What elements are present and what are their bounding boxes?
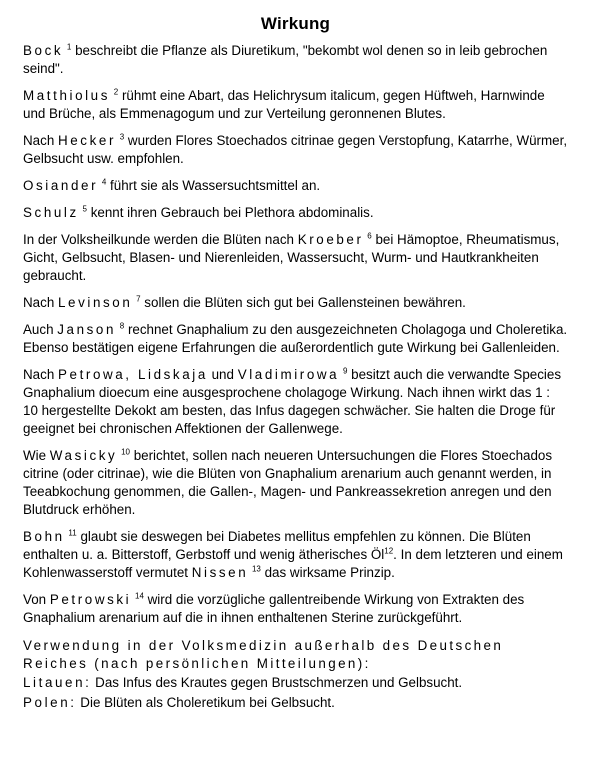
author-name: Bock [23,43,64,58]
paragraph-levinson: Nach Levinson $^7$ sollen die Blüten sich gut bei Gallensteinen bewähren. [23,294,466,310]
paragraph-schulz: Schulz $^5$ kennt ihren Gebrauch bei Plethora abdominalis. [23,204,374,220]
footnote-ref: 6 [367,231,372,241]
author-name: Janson [57,322,117,337]
page-title: Wirkung [260,14,331,33]
paragraph-matthiolus: Matthiolus $^2$ rühmt eine Abart, das Helichrysum italicum, gegen Hüftweh, Harnwinde und Brüche, als Emmenagogum und zur Verteilung geronnenen Blutes. [23,87,545,121]
region-name: Litauen: [23,675,92,690]
author-name: Osiander [23,178,99,193]
author-name: Schulz [23,205,79,220]
author-name: Petrowa, Lidskaja [57,367,208,382]
paragraph-kroeber: In der Volksheilkunde werden die Blüten nach Kroeber $^6$ bei Hämoptoe, Rheumatismus, Gicht, Gelbsucht, Blasen- und Nierenleiden, Wassersucht, Wurm- und Hautkrankheiten gebraucht. [23,231,560,283]
paragraph-osiander: Osiander $^4$ führt sie als Wassersuchtsmittel an. [23,177,321,193]
footnote-ref: 9 [342,366,348,376]
paragraph-hecker: Nach Hecker $^3$ wurden Flores Stoechados citrinae gegen Verstopfung, Katarrhe, Würmer, Gelbsucht usw. empfohlen. [23,132,568,166]
author-name: Hecker [57,133,116,148]
footnote-ref: 10 [121,447,130,457]
author-name: Petrowski [49,592,132,607]
author-name: Nissen [191,565,249,580]
footnote-ref: 2 [113,87,119,97]
footnote-ref: 4 [101,177,107,187]
footnote-ref: 13 [251,564,261,574]
author-name: Vladimirowa [237,367,340,382]
region-polen: Polen: Die Blüten als Choleretikum bei Gelbsucht. [23,695,335,710]
paragraph-janson: Auch Janson $^8$ rechnet Gnaphalium zu den ausgezeichneten Cholagoga und Choleretika. Ebenso bestätigen eigene Erfahrungen die außerordentlich gute Wirkung bei Gallenleiden. [23,321,568,355]
author-name: Matthiolus [23,88,111,103]
footnote-ref: 8 [119,321,125,331]
footnote-ref: 1 [66,42,72,52]
paragraph-petrowski: Von Petrowski $^{14}$ wird die vorzügliche gallentreibende Wirkung von Extrakten des Gnaphalium arenarium auf die in ihnen enthaltenen Sterine zurückgeführt. [23,591,525,625]
footnote-ref: 14 [135,591,144,601]
footnote-ref: 3 [119,132,125,142]
section-heading: Verwendung in der Volksmedizin außerhalb des Deutschen Reiches (nach persönlichen Mitteilungen): [23,638,504,671]
author-name: Kroeber [297,232,364,247]
paragraph-petrowa: Nach Petrowa, Lidskaja und Vladimirowa $^9$ besitzt auch die verwandte Species Gnaphalium dioecum eine ausgesprochene cholagoge Wirkung. Nach ihnen wirkt das 1 : 10 hergestellte Dekokt am besten, das Infus dagegen schwächer. Sie halten die Droge für geeignet bei chronischen Affektionen der Gallenwege. [23,366,562,436]
author-name: Wasicky [49,448,118,463]
document-page [23,14,568,713]
region-name: Polen: [23,695,77,710]
author-name: Levinson [57,295,133,310]
footnote-ref: 11 [68,528,77,538]
author-name: Bohn [23,529,65,544]
paragraph-wasicky: Wie Wasicky $^{10}$ berichtet, sollen nach neueren Untersuchungen die Flores Stoechados citrine (oder citrinae), wie die Blüten von Gnaphalium arenarium auch genannt werden, in Teeabkochung genommen, die Gallen-, Magen- und Pankreassekretion anregen und den Blutdruck erhöhen. [23,447,553,517]
footnote-ref: 5 [82,204,87,214]
region-litauen: Litauen: Das Infus des Krautes gegen Brustschmerzen und Gelbsucht. [23,675,463,690]
paragraph-bohn: Bohn $^{11}$ glaubt sie deswegen bei Diabetes mellitus empfehlen zu können. Die Blüten enthalten u. a. Bitterstoff, Gerbstoff und wenig ätherisches $Öl^{12}$. In dem letzteren und einem Kohlenwasserstoff vermutet Nissen $^{13}$ das wirksame Prinzip. [23,528,563,580]
footnote-ref: 12 [384,546,394,556]
footnote-ref: 7 [136,294,141,304]
paragraph-bock: Bock $^1$ beschreibt die Pflanze als Diuretikum, "bekombt wol denen so in leib gebrochen seind". [23,42,548,76]
